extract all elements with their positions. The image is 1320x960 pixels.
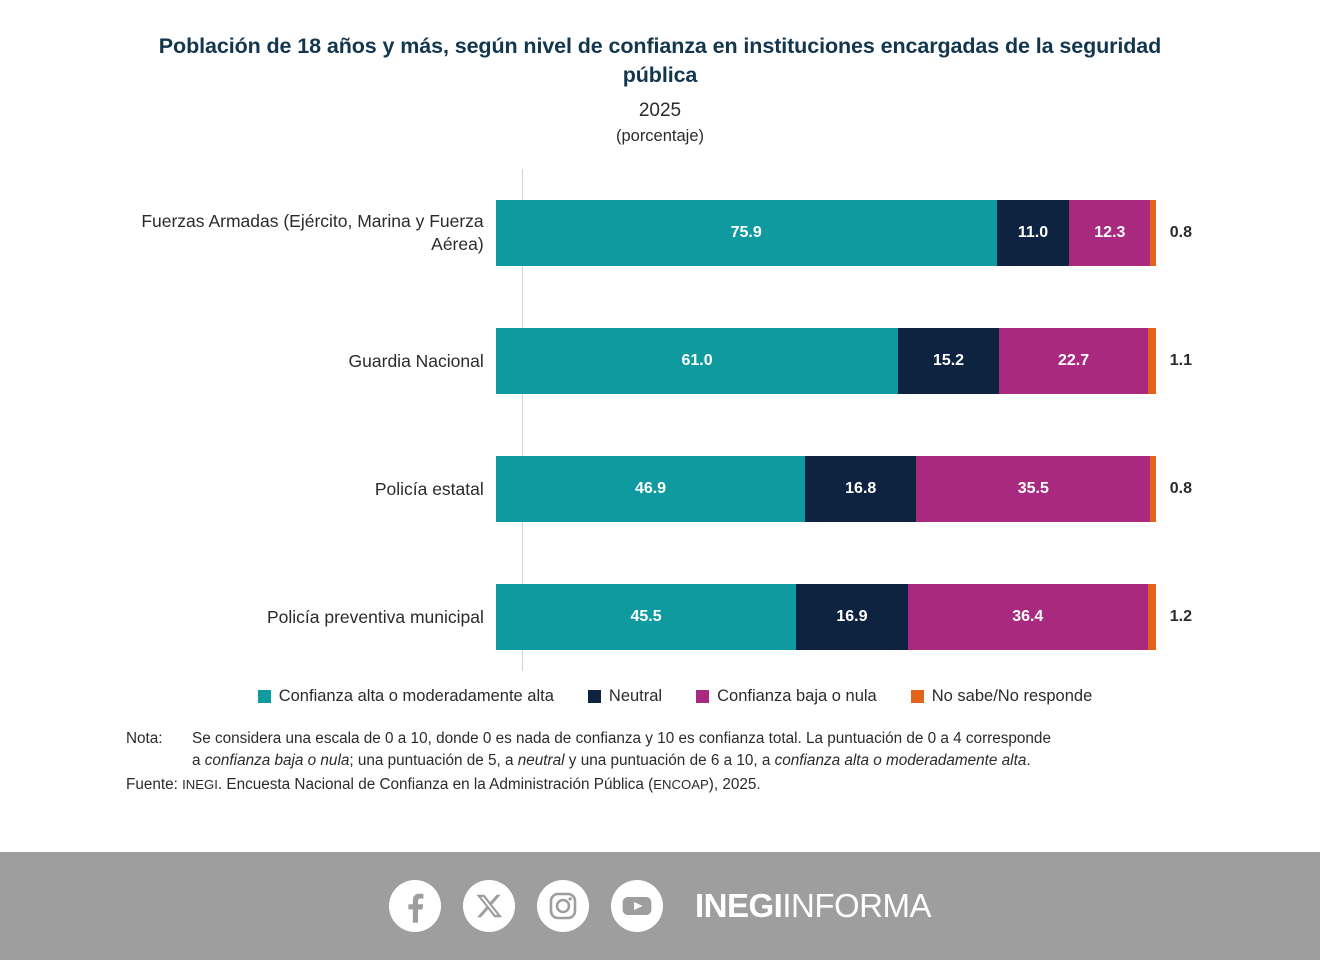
note-text-line2-e: y una puntuación de 6 a 10, a	[564, 752, 775, 770]
note-text-emphasis-1: confianza baja o nula	[204, 752, 350, 770]
category-label: Guardia Nacional	[348, 350, 484, 371]
table-row	[122, 169, 1192, 297]
chart-plot-area	[122, 169, 1192, 679]
legend-item-confianza-alta[interactable]	[258, 687, 554, 706]
youtube-icon[interactable]	[611, 880, 663, 932]
note-text-line2-g: .	[1026, 752, 1031, 770]
outer-value-label: 1.1	[1169, 352, 1192, 370]
note-text-line1: Se considera una escala de 0 a 10, donde 0 es nada de confianza y 10 es confianza total. La puntuación de 0 a 4 corresponde	[192, 730, 1051, 748]
legend-item-no-sabe[interactable]	[911, 687, 1093, 706]
bar-segment-neutral[interactable]: 11.0	[997, 200, 1070, 266]
note-tag: Nota:	[126, 730, 163, 748]
category-label: Fuerzas Armadas (Ejército, Marina y Fuerza Aérea)	[141, 210, 484, 255]
stacked-bar	[496, 200, 1156, 266]
bar-segment-no-sabe[interactable]	[1148, 584, 1156, 650]
bar-segment-confianza-baja[interactable]: 36.4	[908, 584, 1148, 650]
bar-segment-neutral[interactable]: 15.2	[898, 328, 998, 394]
outer-value-label: 1.2	[1169, 608, 1192, 626]
bar-segment-confianza-alta[interactable]: 46.9	[496, 456, 806, 522]
bar-container	[496, 425, 1192, 553]
chart-subtitle: 2025	[638, 100, 682, 122]
brand-bold-text: INEGI	[694, 887, 783, 924]
source-row	[126, 774, 1200, 796]
legend-label: Confianza baja o nula	[717, 687, 877, 706]
bar-container	[496, 169, 1192, 297]
stacked-bar	[496, 456, 1156, 522]
bar-segment-no-sabe[interactable]	[1150, 200, 1155, 266]
title-block	[0, 0, 1320, 147]
chart-legend	[30, 687, 1320, 706]
bar-segment-confianza-alta[interactable]: 61.0	[496, 328, 899, 394]
source-text-a: . Encuesta Nacional de Confianza en la Administración Pública (	[217, 775, 654, 793]
facebook-icon[interactable]	[389, 880, 441, 932]
note-text-line2-a: a	[192, 752, 205, 770]
table-row	[122, 425, 1192, 553]
outer-value-label: 0.8	[1169, 224, 1192, 242]
stacked-bar	[496, 328, 1156, 394]
outer-value-label: 0.8	[1169, 480, 1192, 498]
category-label: Policía preventiva municipal	[266, 606, 484, 627]
bar-segment-neutral[interactable]: 16.8	[805, 456, 916, 522]
legend-label: Confianza alta o moderadamente alta	[278, 687, 554, 706]
note-text-line2-c: ; una puntuación de 5, a	[349, 752, 518, 770]
bar-rows	[122, 169, 1192, 681]
brand-logo	[695, 887, 931, 925]
bar-segment-no-sabe[interactable]	[1148, 328, 1155, 394]
source-acronym: ENCOAP	[653, 776, 709, 792]
bar-container	[496, 553, 1192, 681]
legend-swatch-icon	[588, 690, 601, 703]
note-text-emphasis-3: confianza alta o moderadamente alta	[774, 752, 1027, 770]
legend-swatch-icon	[258, 690, 271, 703]
category-label: Policía estatal	[374, 478, 484, 499]
source-text-b: ), 2025.	[708, 775, 761, 793]
legend-label: No sabe/No responde	[931, 687, 1093, 706]
legend-item-confianza-baja[interactable]	[696, 687, 877, 706]
bar-segment-confianza-baja[interactable]: 22.7	[999, 328, 1149, 394]
legend-swatch-icon	[696, 690, 709, 703]
x-twitter-icon[interactable]	[463, 880, 515, 932]
table-row	[122, 297, 1192, 425]
page-title: Población de 18 años y más, según nivel de confianza en instituciones encargadas de la seguridad pública	[158, 34, 1162, 87]
bar-segment-neutral[interactable]: 16.9	[796, 584, 908, 650]
bar-container	[496, 297, 1192, 425]
bar-segment-confianza-alta[interactable]: 75.9	[496, 200, 997, 266]
stacked-bar	[496, 584, 1156, 650]
bar-segment-confianza-baja[interactable]: 35.5	[916, 456, 1150, 522]
note-body	[192, 728, 1200, 771]
legend-swatch-icon	[911, 690, 924, 703]
bar-segment-no-sabe[interactable]	[1150, 456, 1155, 522]
table-row	[122, 553, 1192, 681]
note-text-emphasis-2: neutral	[517, 752, 565, 770]
brand-light-text: INFORMA	[782, 887, 932, 924]
note-row	[126, 728, 1200, 771]
bar-segment-confianza-baja[interactable]: 12.3	[1069, 200, 1150, 266]
source-organization: INEGI	[182, 776, 218, 792]
legend-label: Neutral	[608, 687, 663, 706]
chart-units: (porcentaje)	[615, 126, 705, 145]
legend-item-neutral[interactable]	[588, 687, 662, 706]
source-tag: Fuente:	[126, 775, 178, 793]
instagram-icon[interactable]	[537, 880, 589, 932]
bar-segment-confianza-alta[interactable]: 45.5	[496, 584, 796, 650]
footer-bar	[0, 852, 1320, 960]
notes-block	[0, 728, 1320, 795]
